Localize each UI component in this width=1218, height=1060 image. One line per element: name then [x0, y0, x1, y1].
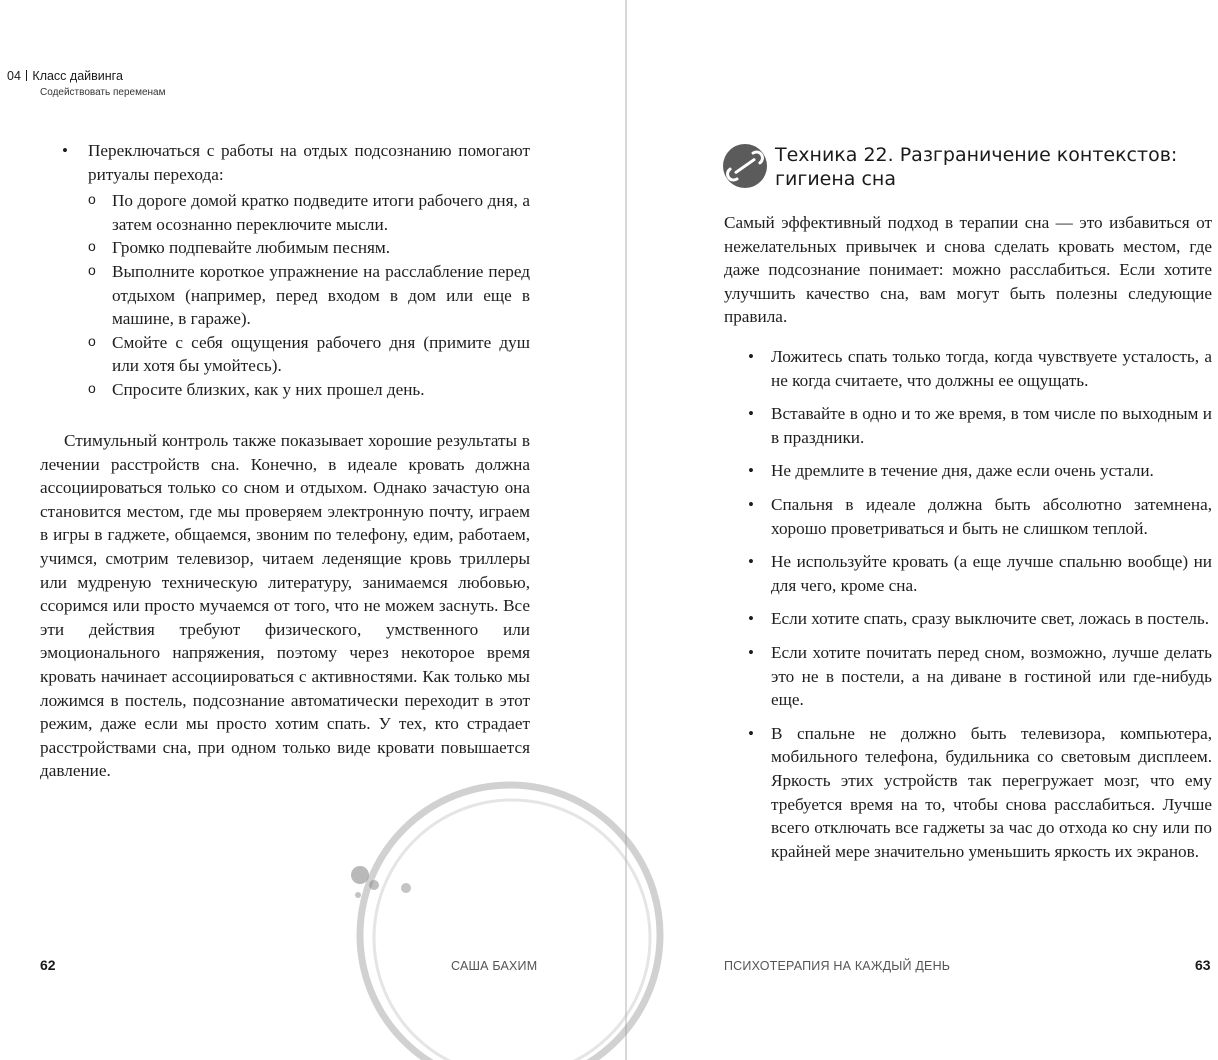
technique-title	[775, 143, 1205, 191]
sub-list-item: o Громко подпевайте любимым песням.	[88, 236, 530, 260]
right-page	[627, 0, 1218, 1060]
technique-title-line2: гигиена сна	[775, 168, 896, 190]
list-item: • Если хотите почитать перед сном, возможно, лучше делать это не в постели, а на диване в гостиной или где-нибудь еще.	[724, 641, 1212, 712]
list-item: • Если хотите спать, сразу выключите свет, ложась в постель.	[724, 607, 1212, 631]
bullet-intro-text: Переключаться с работы на отдых подсознанию помогают ритуалы перехода:	[88, 141, 530, 184]
page-number-left: 62	[40, 957, 56, 973]
list-item: • Не используйте кровать (а еще лучше спальню вообще) ни для чего, кроме сна.	[724, 550, 1212, 597]
footer-author: САША БАХИМ	[451, 959, 538, 973]
sub-list-item: o Выполните короткое упражнение на расслабление перед отдыхом (например, перед входом в дом или еще в машине, в гараже).	[88, 260, 530, 331]
sub-list-item: o Смойте с себя ощущения рабочего дня (примите душ или хотя бы умойтесь).	[88, 331, 530, 378]
chapter-title: Класс дайвинга	[32, 69, 123, 83]
section-title: Содействовать переменам	[40, 87, 166, 98]
stimulus-control-paragraph: Стимульный контроль также показывает хорошие результаты в лечении расстройств сна. Конечно, в идеале кровать должна ассоциироваться только со сном и отдыхом. Однако зачастую она становится местом, где мы проверяем электронную почту, играем в игры в гаджете, общаемся, звоним по телефону, едим, работаем, учимся, смотрим телевизор, читаем леденящие кровь триллеры или мудреную техническую литературу, занимаемся любовью, ссоримся или просто мучаемся от того, что не можем заснуть. Все эти действия требуют физического, умственного или эмоционального напряжения, поэтому через некоторое время кровать начинает ассоциироваться с активностями. Как только мы ложимся в постель, подсознание автоматически переходит в этот режим, даже если мы просто хотим спать. У тех, кто страдает расстройствами сна, при одном только виде кровати повышается давление.	[40, 431, 530, 781]
list-item: • Вставайте в одно и то же время, в том числе по выходным и в праздники.	[724, 402, 1212, 449]
list-item: • Не дремлите в течение дня, даже если очень устали.	[724, 459, 1212, 483]
chapter-number: 04	[7, 69, 21, 83]
running-head	[7, 69, 166, 98]
sub-list	[88, 189, 530, 401]
list-item: • Ложитесь спать только тогда, когда чувствуете усталость, а не когда считаете, что должны ее ощущать.	[724, 345, 1212, 392]
footer-book-title: ПСИХОТЕРАПИЯ НА КАЖДЫЙ ДЕНЬ	[724, 959, 951, 973]
list-item: • Спальня в идеале должна быть абсолютно затемнена, хорошо проветриваться и быть не слишком теплой.	[724, 493, 1212, 540]
running-head-separator	[26, 70, 28, 81]
page-number-right: 63	[1195, 957, 1211, 973]
ritual-bullets	[40, 139, 530, 402]
wrench-icon	[723, 144, 767, 188]
sub-list-item: o По дороге домой кратко подведите итоги рабочего дня, а затем осознанно переключите мысли.	[88, 189, 530, 236]
list-item: • В спальне не должно быть телевизора, компьютера, мобильного телефона, будильника со световым дисплеем. Яркость этих устройств так перегружает мозг, что ему требуется время на то, чтобы снова расслабиться. Лучше всего отключать все гаджеты за час до отхода ко сну или по крайней мере значительно уменьшить яркость их экранов.	[724, 722, 1212, 864]
technique-title-line1: Техника 22. Разграничение контекстов:	[775, 144, 1178, 166]
running-head-chapter	[7, 69, 166, 83]
sleep-rules-list	[724, 345, 1212, 873]
list-item	[40, 139, 530, 402]
sub-list-item: o Спросите близких, как у них прошел день.	[88, 378, 530, 402]
sleep-therapy-intro: Самый эффективный подход в терапии сна — это избавиться от нежелательных привычек и снова сделать кровать местом, где даже подсознание понимает: можно расслабиться. Если хотите улучшить качество сна, вам могут быть полезны следующие правила.	[724, 213, 1212, 327]
bullet-list	[40, 139, 530, 402]
